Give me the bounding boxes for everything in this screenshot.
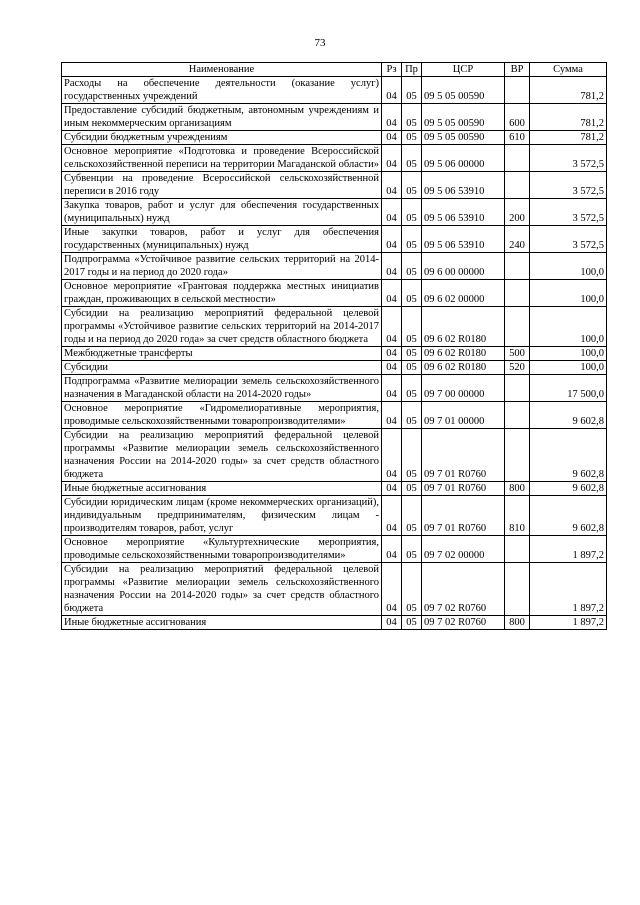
- table-row: [62, 145, 607, 172]
- row-name-cell: Субсидии на реализацию мероприятий федеральной целевой программы «Развитие мелиорации земель сельскохозяйственного назначения России на 2014-2020 годы» за счет средств областного бюджета: [62, 563, 382, 616]
- row-sum-cell: 100,0: [530, 307, 607, 347]
- row-csr-cell: 09 7 02 00000: [422, 536, 505, 563]
- row-sum-cell: 781,2: [530, 77, 607, 104]
- row-csr-cell: 09 7 01 R0760: [422, 482, 505, 496]
- row-csr-cell: 09 5 06 53910: [422, 199, 505, 226]
- row-sum-cell: 100,0: [530, 347, 607, 361]
- row-rz-cell: 04: [382, 199, 402, 226]
- row-csr-cell: 09 5 05 00590: [422, 77, 505, 104]
- row-sum-cell: 1 897,2: [530, 563, 607, 616]
- row-sum-cell: 781,2: [530, 131, 607, 145]
- table-row: [62, 563, 607, 616]
- row-vr-cell: 520: [505, 361, 530, 375]
- row-vr-cell: [505, 172, 530, 199]
- row-sum-cell: 9 602,8: [530, 429, 607, 482]
- table-row: [62, 496, 607, 536]
- row-name-cell: Субсидии: [62, 361, 382, 375]
- row-csr-cell: 09 6 02 R0180: [422, 347, 505, 361]
- table-row: [62, 375, 607, 402]
- row-name-cell: Расходы на обеспечение деятельности (оказание услуг) государственных учреждений: [62, 77, 382, 104]
- row-csr-cell: 09 6 02 00000: [422, 280, 505, 307]
- row-vr-cell: 200: [505, 199, 530, 226]
- row-csr-cell: 09 5 06 53910: [422, 172, 505, 199]
- row-sum-cell: 100,0: [530, 253, 607, 280]
- table-header-row: [62, 63, 607, 77]
- row-pr-cell: 05: [402, 496, 422, 536]
- row-pr-cell: 05: [402, 199, 422, 226]
- row-sum-cell: 100,0: [530, 361, 607, 375]
- row-csr-cell: 09 5 05 00590: [422, 104, 505, 131]
- row-name-cell: Субсидии на реализацию мероприятий федеральной целевой программы «Развитие мелиорации земель сельскохозяйственного назначения России на 2014-2020 годы» за счет средств областного бюджета: [62, 429, 382, 482]
- row-pr-cell: 05: [402, 131, 422, 145]
- header-rz: Рз: [382, 63, 402, 77]
- row-rz-cell: 04: [382, 145, 402, 172]
- row-csr-cell: 09 5 06 53910: [422, 226, 505, 253]
- row-pr-cell: 05: [402, 347, 422, 361]
- header-name: Наименование: [62, 63, 382, 77]
- row-name-cell: Основное мероприятие «Культуртехнические мероприятия, проводимые сельскохозяйственными товаропроизводителями»: [62, 536, 382, 563]
- row-sum-cell: 9 602,8: [530, 482, 607, 496]
- row-sum-cell: 9 602,8: [530, 496, 607, 536]
- row-csr-cell: 09 7 01 R0760: [422, 429, 505, 482]
- row-name-cell: Основное мероприятие «Грантовая поддержка местных инициатив граждан, проживающих в сельской местности»: [62, 280, 382, 307]
- row-csr-cell: 09 7 01 R0760: [422, 496, 505, 536]
- row-rz-cell: 04: [382, 375, 402, 402]
- row-vr-cell: [505, 280, 530, 307]
- row-name-cell: Иные закупки товаров, работ и услуг для обеспечения государственных (муниципальных) нужд: [62, 226, 382, 253]
- table-row: [62, 616, 607, 630]
- row-csr-cell: 09 7 02 R0760: [422, 616, 505, 630]
- table-row: [62, 429, 607, 482]
- table-row: [62, 131, 607, 145]
- table-row: [62, 253, 607, 280]
- row-sum-cell: 1 897,2: [530, 616, 607, 630]
- row-name-cell: Иные бюджетные ассигнования: [62, 616, 382, 630]
- row-pr-cell: 05: [402, 536, 422, 563]
- row-rz-cell: 04: [382, 77, 402, 104]
- row-pr-cell: 05: [402, 226, 422, 253]
- table-row: [62, 172, 607, 199]
- row-name-cell: Субвенции на проведение Всероссийской сельскохозяйственной переписи в 2016 году: [62, 172, 382, 199]
- row-rz-cell: 04: [382, 131, 402, 145]
- row-pr-cell: 05: [402, 145, 422, 172]
- row-name-cell: Иные бюджетные ассигнования: [62, 482, 382, 496]
- row-vr-cell: [505, 145, 530, 172]
- table-row: [62, 361, 607, 375]
- row-sum-cell: 3 572,5: [530, 199, 607, 226]
- row-sum-cell: 17 500,0: [530, 375, 607, 402]
- row-vr-cell: 810: [505, 496, 530, 536]
- row-rz-cell: 04: [382, 429, 402, 482]
- row-rz-cell: 04: [382, 307, 402, 347]
- row-sum-cell: 1 897,2: [530, 536, 607, 563]
- row-csr-cell: 09 6 00 00000: [422, 253, 505, 280]
- row-csr-cell: 09 6 02 R0180: [422, 361, 505, 375]
- table-row: [62, 199, 607, 226]
- row-rz-cell: 04: [382, 482, 402, 496]
- row-name-cell: Подпрограмма «Устойчивое развитие сельских территорий на 2014-2017 годы и на период до 2020 года»: [62, 253, 382, 280]
- row-name-cell: Субсидии бюджетным учреждениям: [62, 131, 382, 145]
- row-rz-cell: 04: [382, 536, 402, 563]
- row-vr-cell: 800: [505, 482, 530, 496]
- row-vr-cell: [505, 429, 530, 482]
- row-rz-cell: 04: [382, 253, 402, 280]
- row-pr-cell: 05: [402, 104, 422, 131]
- row-vr-cell: [505, 375, 530, 402]
- table-row: [62, 280, 607, 307]
- header-vr: ВР: [505, 63, 530, 77]
- header-csr: ЦСР: [422, 63, 505, 77]
- table-row: [62, 536, 607, 563]
- row-csr-cell: 09 5 06 00000: [422, 145, 505, 172]
- row-rz-cell: 04: [382, 402, 402, 429]
- table-row: [62, 307, 607, 347]
- row-pr-cell: 05: [402, 616, 422, 630]
- row-pr-cell: 05: [402, 429, 422, 482]
- row-rz-cell: 04: [382, 104, 402, 131]
- row-rz-cell: 04: [382, 361, 402, 375]
- row-csr-cell: 09 7 00 00000: [422, 375, 505, 402]
- row-vr-cell: 240: [505, 226, 530, 253]
- row-rz-cell: 04: [382, 563, 402, 616]
- row-pr-cell: 05: [402, 402, 422, 429]
- row-vr-cell: [505, 402, 530, 429]
- row-pr-cell: 05: [402, 280, 422, 307]
- row-name-cell: Закупка товаров, работ и услуг для обеспечения государственных (муниципальных) нужд: [62, 199, 382, 226]
- header-pr: Пр: [402, 63, 422, 77]
- row-pr-cell: 05: [402, 172, 422, 199]
- table-row: [62, 482, 607, 496]
- row-sum-cell: 100,0: [530, 280, 607, 307]
- row-name-cell: Субсидии на реализацию мероприятий федеральной целевой программы «Устойчивое развитие сельских территорий на 2014-2017 годы и на период до 2020 года» за счет средств областного бюджета: [62, 307, 382, 347]
- table-row: [62, 402, 607, 429]
- row-vr-cell: 500: [505, 347, 530, 361]
- row-csr-cell: 09 6 02 R0180: [422, 307, 505, 347]
- row-name-cell: Основное мероприятие «Гидромелиоративные мероприятия, проводимые сельскохозяйственными товаропроизводителями»: [62, 402, 382, 429]
- row-vr-cell: 600: [505, 104, 530, 131]
- row-pr-cell: 05: [402, 482, 422, 496]
- row-rz-cell: 04: [382, 172, 402, 199]
- row-name-cell: Субсидии юридическим лицам (кроме некоммерческих организаций), индивидуальным предпринимателям, физическим лицам - производителям товаров, работ, услуг: [62, 496, 382, 536]
- row-sum-cell: 781,2: [530, 104, 607, 131]
- row-vr-cell: [505, 536, 530, 563]
- header-sum: Сумма: [530, 63, 607, 77]
- page-number: 73: [314, 37, 326, 49]
- row-pr-cell: 05: [402, 563, 422, 616]
- row-rz-cell: 04: [382, 226, 402, 253]
- row-rz-cell: 04: [382, 347, 402, 361]
- row-name-cell: Подпрограмма «Развитие мелиорации земель сельскохозяйственного назначения в Магаданской области на 2014-2020 годы»: [62, 375, 382, 402]
- row-rz-cell: 04: [382, 280, 402, 307]
- row-pr-cell: 05: [402, 307, 422, 347]
- row-rz-cell: 04: [382, 616, 402, 630]
- row-sum-cell: 3 572,5: [530, 145, 607, 172]
- row-pr-cell: 05: [402, 253, 422, 280]
- row-vr-cell: 800: [505, 616, 530, 630]
- table-row: [62, 226, 607, 253]
- row-name-cell: Основное мероприятие «Подготовка и проведение Всероссийской сельскохозяйственной переписи на территории Магаданской области»: [62, 145, 382, 172]
- row-vr-cell: [505, 307, 530, 347]
- row-sum-cell: 9 602,8: [530, 402, 607, 429]
- row-vr-cell: [505, 77, 530, 104]
- row-pr-cell: 05: [402, 375, 422, 402]
- row-sum-cell: 3 572,5: [530, 226, 607, 253]
- table-row: [62, 77, 607, 104]
- budget-table: [61, 62, 607, 630]
- table-row: [62, 104, 607, 131]
- row-pr-cell: 05: [402, 361, 422, 375]
- row-pr-cell: 05: [402, 77, 422, 104]
- row-csr-cell: 09 7 01 00000: [422, 402, 505, 429]
- row-name-cell: Межбюджетные трансферты: [62, 347, 382, 361]
- row-vr-cell: 610: [505, 131, 530, 145]
- row-sum-cell: 3 572,5: [530, 172, 607, 199]
- row-csr-cell: 09 5 05 00590: [422, 131, 505, 145]
- row-vr-cell: [505, 563, 530, 616]
- row-rz-cell: 04: [382, 496, 402, 536]
- table-row: [62, 347, 607, 361]
- row-name-cell: Предоставление субсидий бюджетным, автономным учреждениям и иным некоммерческим организациям: [62, 104, 382, 131]
- row-csr-cell: 09 7 02 R0760: [422, 563, 505, 616]
- row-vr-cell: [505, 253, 530, 280]
